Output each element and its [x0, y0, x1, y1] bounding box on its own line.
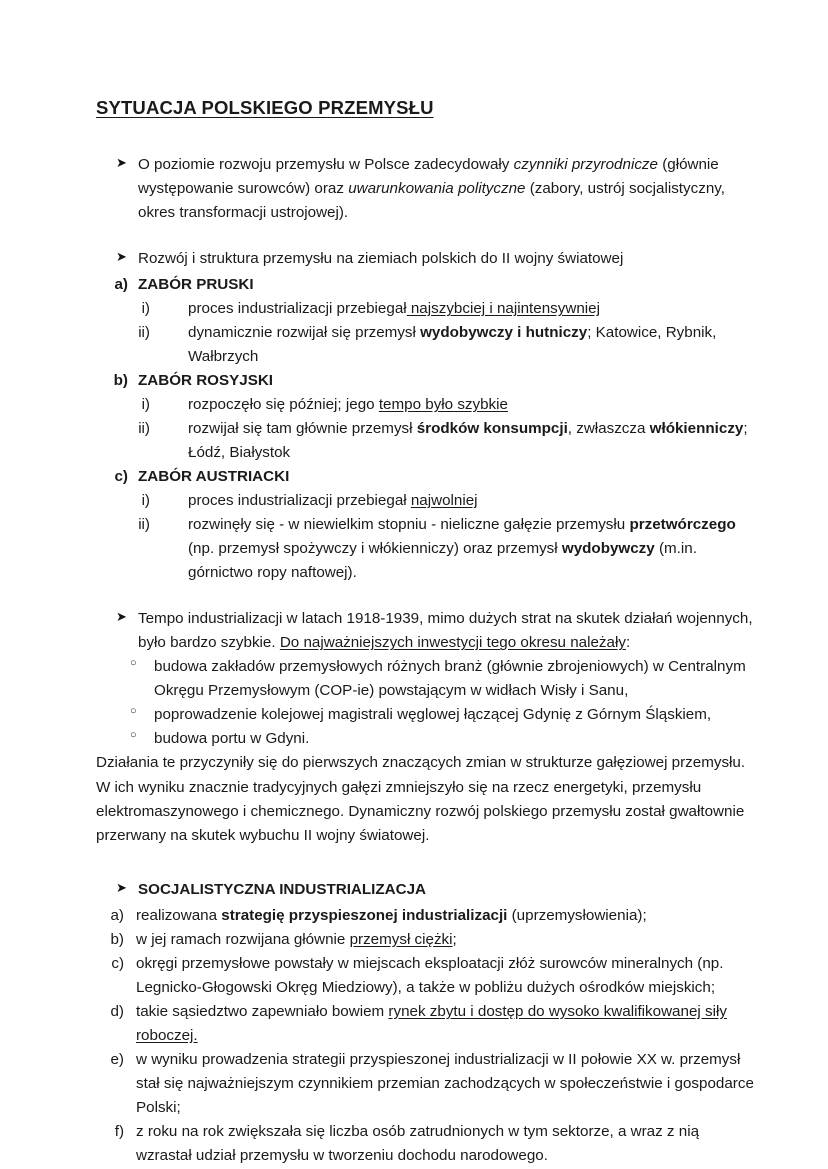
inwestycja-text: budowa portu w Gdyni. [154, 730, 310, 748]
list-item [96, 1048, 756, 1120]
list-item [96, 878, 756, 902]
section-heading: SOCJALISTYCZNA INDUSTRIALIZACJA [138, 880, 427, 898]
alpha-marker: d) [110, 1002, 124, 1020]
alpha-marker: a) [110, 906, 124, 924]
point-text: z roku na rok zwiększała się liczba osób zatrudnionych w tym sektorze, a wraz z nią wzrastał udział przemysłu w tworzeniu dochodu narodowego. [136, 1122, 700, 1164]
alpha-marker: c) [114, 468, 128, 486]
section-spacer [96, 585, 756, 607]
arrow-bullet-icon: ➤ [116, 249, 127, 265]
point-text: rozwijał się tam głównie przemysł środków konsumpcji, zwłaszcza włókienniczy; Łódź, Białystok [188, 420, 748, 462]
list-item-zabor-austriacki [96, 465, 756, 489]
arrow-bullet-icon: ➤ [116, 155, 127, 171]
inwestycje-list [96, 655, 756, 751]
list-item [96, 727, 756, 751]
zabor-pruski-points [96, 297, 756, 369]
point-text: rozwinęły się - w niewielkim stopniu - nieliczne gałęzie przemysłu przetwórczego (np. przemysł spożywczy i włókienniczy) oraz przemysł wydobywczy (m.in. górnictwo ropy naftowej). [188, 516, 736, 582]
point-text: rozpoczęło się później; jego tempo było szybkie [188, 396, 508, 414]
list-item [96, 607, 756, 655]
list-item [96, 297, 756, 321]
zabor-rosyjski-points [96, 393, 756, 465]
point-text: dynamicznie rozwijał się przemysł wydobywczy i hutniczy; Katowice, Rybnik, Wałbrzych [188, 324, 717, 366]
list-item [96, 489, 756, 513]
zabor-austriacki-points [96, 489, 756, 585]
roman-marker: i) [141, 492, 150, 510]
list-item [96, 393, 756, 417]
zabor-heading: ZABÓR AUSTRIACKI [138, 468, 290, 486]
circle-bullet-icon: ○ [130, 657, 137, 670]
point-text: okręgi przemysłowe powstały w miejscach eksploatacji złóż surowców mineralnych (np. Legnicko-Głogowski Okręg Miedziowy), a także w pobliżu dużych ośrodków miejskich; [136, 954, 724, 996]
list-item [96, 904, 756, 928]
alpha-marker: b) [113, 372, 128, 390]
list-item [96, 703, 756, 727]
rozwoj-bullet-list [96, 247, 756, 271]
tempo-bullet-list [96, 607, 756, 655]
point-text: w jej ramach rozwijana głównie przemysł ciężki; [136, 930, 457, 948]
alpha-marker: c) [111, 954, 124, 972]
socjalistyczna-points [96, 904, 756, 1168]
section-spacer [96, 848, 756, 878]
roman-marker: i) [141, 396, 150, 414]
roman-marker: ii) [138, 324, 150, 342]
summary-paragraph: Działania te przyczyniły się do pierwszych znaczących zmian w strukturze gałęziowej przemysłu. W ich wyniku znacznie tradycyjnych gałęzi zmniejszyło się na rzecz energetyki, przemysłu elektromaszynowego i chemicznego. Dynamiczny rozwój polskiego przemysłu został gwałtownie przerwany na skutek wybuchu II wojny światowej. [96, 754, 746, 844]
alpha-marker: e) [110, 1050, 124, 1068]
roman-marker: ii) [138, 516, 150, 534]
list-item [96, 417, 756, 465]
bullet-text: Tempo industrializacji w latach 1918-1939, mimo dużych strat na skutek działań wojennych, było bardzo szybkie. Do najważniejszych inwestycji tego okresu należały: [138, 610, 753, 652]
zabor-heading: ZABÓR PRUSKI [138, 276, 254, 294]
bullet-text: Rozwój i struktura przemysłu na ziemiach polskich do II wojny światowej [138, 250, 624, 268]
intro-bullet-list [96, 153, 756, 225]
list-item [96, 655, 756, 703]
alpha-marker: b) [110, 930, 124, 948]
point-text: proces industrializacji przebiegał najszybciej i najintensywniej [188, 300, 600, 318]
point-text: w wyniku prowadzenia strategii przyspieszonej industrializacji w II połowie XX w. przemysł stał się najważniejszym czynnikiem przemian zachodzących w społeczeństwie i gospodarce Polski; [136, 1050, 754, 1116]
list-item [96, 1000, 756, 1048]
circle-bullet-icon: ○ [130, 705, 137, 718]
point-text: realizowana strategię przyspieszonej industrializacji (uprzemysłowienia); [136, 906, 647, 924]
inwestycja-text: budowa zakładów przemysłowych różnych branż (głównie zbrojeniowych) w Centralnym Okręgu Przemysłowym (COP-ie) powstającym w widłach Wisły i Sanu, [154, 658, 746, 700]
list-item [96, 1120, 756, 1168]
bullet-text: O poziomie rozwoju przemysłu w Polsce zadecydowały czynniki przyrodnicze (głównie występowanie surowców) oraz uwarunkowania polityczne (zabory, ustrój socjalistyczny, okres transformacji ustrojowej). [138, 156, 725, 222]
page-title: SYTUACJA POLSKIEGO PRZEMYSŁU [96, 97, 434, 118]
list-item-zabor-rosyjski [96, 369, 756, 393]
arrow-bullet-icon: ➤ [116, 879, 127, 895]
point-text: proces industrializacji przebiegał najwolniej [188, 492, 478, 510]
list-item [96, 247, 756, 271]
list-item-zabor-pruski [96, 273, 756, 297]
arrow-bullet-icon: ➤ [116, 609, 127, 625]
alpha-marker: f) [114, 1122, 124, 1140]
list-item [96, 952, 756, 1000]
zabory-list [96, 273, 756, 585]
roman-marker: ii) [138, 420, 150, 438]
circle-bullet-icon: ○ [130, 729, 137, 742]
zabor-heading: ZABÓR ROSYJSKI [138, 372, 274, 390]
roman-marker: i) [141, 300, 150, 318]
alpha-marker: a) [114, 276, 128, 294]
list-item [96, 153, 756, 225]
inwestycja-text: poprowadzenie kolejowej magistrali węglowej łączącej Gdynię z Górnym Śląskiem, [154, 706, 712, 724]
list-item [96, 928, 756, 952]
socjalistyczna-bullet-list [96, 878, 756, 902]
list-item [96, 321, 756, 369]
list-item [96, 513, 756, 585]
point-text: takie sąsiedztwo zapewniało bowiem rynek zbytu i dostęp do wysoko kwalifikowanej siły roboczej. [136, 1002, 727, 1044]
